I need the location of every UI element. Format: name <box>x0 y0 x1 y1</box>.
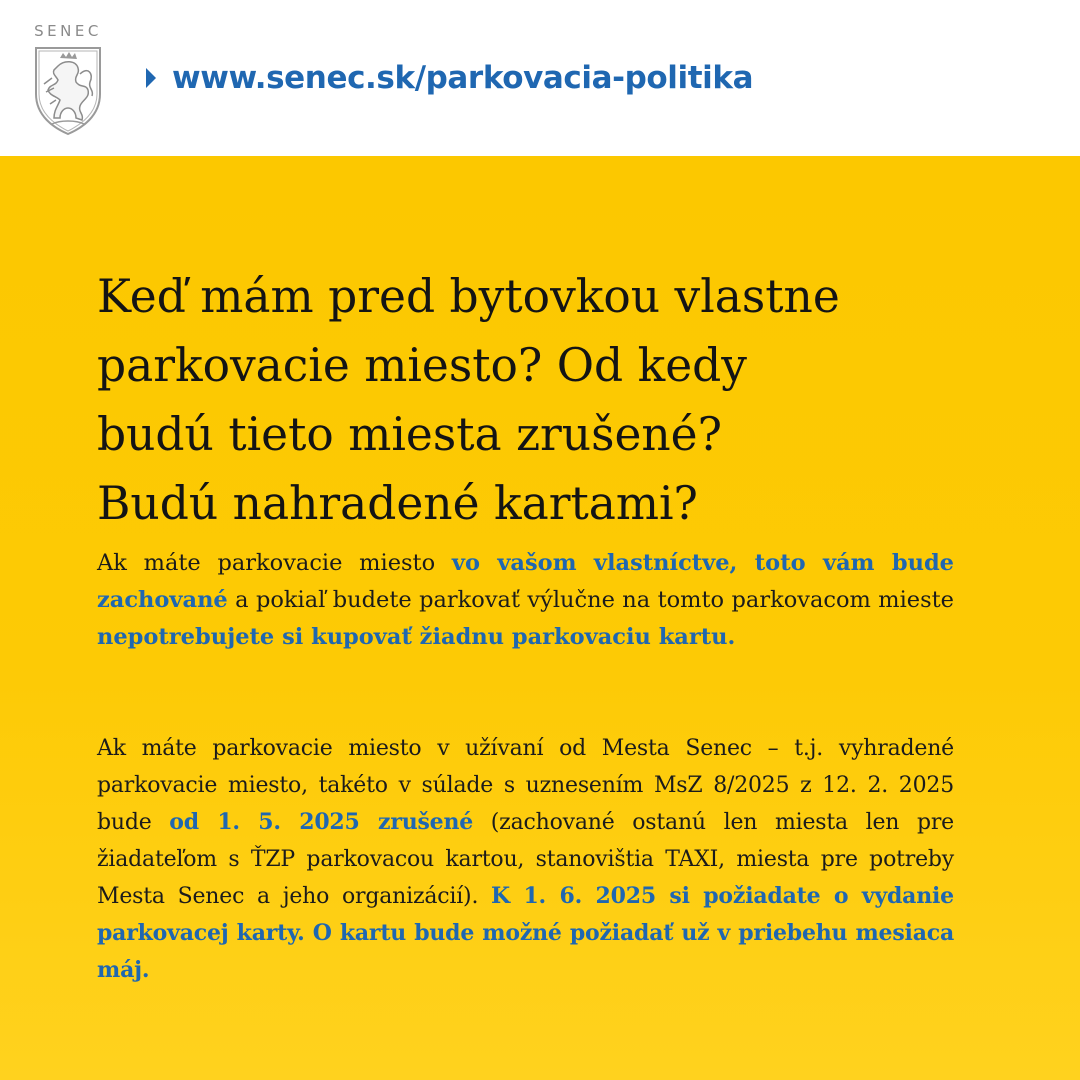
title-line: Budú nahradené kartami? <box>97 477 698 530</box>
website-link[interactable] <box>146 58 753 98</box>
coat-of-arms-icon <box>30 44 106 136</box>
senec-logo <box>28 22 108 137</box>
website-url[interactable]: www.senec.sk/parkovacia-politika <box>172 60 754 96</box>
highlight-text: nepotrebujete si kupovať žiadnu parkovaciu kartu. <box>97 624 736 650</box>
paragraph-ownership <box>97 545 954 656</box>
highlight-text: od 1. 5. 2025 zrušené <box>169 809 474 835</box>
paragraph-text: Ak máte parkovacie miesto <box>97 550 452 576</box>
paragraph-reserved-spaces <box>97 730 954 989</box>
paragraph-text: (zachované ostanú len miesta len pre žiadateľom s ŤZP parkovacou kartou, stanovištia TAXI, miesta pre potreby Mesta Senec a jeho organizácií). <box>97 810 954 909</box>
title-line: Keď mám pred bytovkou vlastne <box>97 270 840 323</box>
highlight-text: K 1. 6. 2025 si požiadate o vydanie parkovacej karty. O kartu bude možné požiadať už v priebehu mesiaca máj. <box>97 883 954 983</box>
paragraph-text: a pokiaľ budete parkovať výlučne na tomto parkovacom mieste <box>227 587 954 613</box>
paragraph-text: Ak máte parkovacie miesto v užívaní od Mesta Senec – t.j. vyhradené parkovacie miesto, takéto v súlade s uznesením MsZ 8/2025 z 12. 2. 2025 bude <box>97 736 954 835</box>
arrow-right-icon <box>146 68 156 88</box>
page-title <box>97 262 977 538</box>
highlight-text: vo vašom vlastníctve, toto vám bude zachované <box>97 550 955 613</box>
title-line: budú tieto miesta zrušené? <box>97 408 723 461</box>
header <box>0 0 1080 156</box>
title-line: parkovacie miesto? Od kedy <box>97 339 747 392</box>
logo-wordmark: SENEC <box>34 22 102 40</box>
